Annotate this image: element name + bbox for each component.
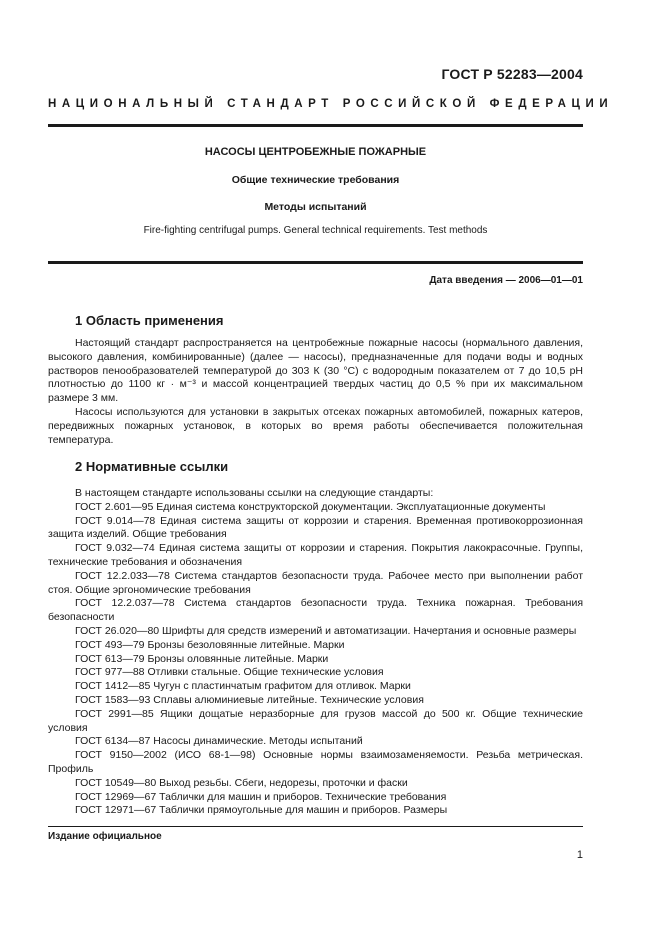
reference-item: ГОСТ 6134—87 Насосы динамические. Методы испытаний	[75, 735, 363, 748]
footer-divider	[48, 826, 583, 827]
title-divider	[48, 261, 583, 264]
reference-item: ГОСТ 12.2.037—78 Система стандартов безопасности труда. Техника пожарная. Требования безопасности	[48, 597, 583, 624]
section-references-body	[48, 487, 583, 818]
document-number: ГОСТ Р 52283—2004	[441, 66, 583, 82]
reference-item: ГОСТ 2991—85 Ящики дощатые неразборные для грузов массой до 500 кг. Общие технические условия	[48, 707, 583, 734]
reference-item: ГОСТ 10549—80 Выход резьбы. Сбеги, недорезы, проточки и фаски	[75, 776, 408, 789]
reference-item: ГОСТ 9.014—78 Единая система защиты от коррозии и старения. Временная противокоррозионная защита изделий. Общие требования	[48, 514, 583, 541]
document-subtitle-1: Общие технические требования	[231, 174, 400, 186]
english-title: Fire-fighting centrifugal pumps. General technical requirements. Test methods	[143, 225, 488, 236]
reference-item: ГОСТ 977—88 Отливки стальные. Общие технические условия	[75, 666, 384, 679]
official-edition-label: Издание официальное	[48, 831, 162, 842]
page-number: 1	[576, 849, 583, 861]
section-heading-scope: 1 Область применения	[75, 313, 224, 328]
reference-item: ГОСТ 2.601—95 Единая система конструкторской документации. Эксплуатационные документы	[75, 500, 546, 513]
reference-item: ГОСТ 9150—2002 (ИСО 68-1—98) Основные нормы взаимозаменяемости. Резьба метрическая. Профиль	[48, 749, 583, 775]
scope-paragraph: Настоящий стандарт распространяется на центробежные пожарные насосы (нормального давления, высокого давления, комбинированные) (далее — насосы), предназначенные для подачи воды и водных растворов пенообразователей температурой до 303 К (30 °С) с водородным показателем от 7 до 10,5 pH плотностью до 1100 кг · м⁻³ и массой концентрацией твердых частиц до 0,5 % при их максимальном размере 3 мм.	[48, 337, 583, 405]
document-title: НАСОСЫ ЦЕНТРОБЕЖНЫЕ ПОЖАРНЫЕ	[204, 146, 427, 158]
scope-paragraph: Насосы используются для установки в закрытых отсеках пожарных автомобилей, пожарных катеров, передвижных пожарных установок, в которых во время работы обеспечивается положительная температура.	[48, 405, 583, 446]
reference-item: ГОСТ 9.032—74 Единая система защиты от коррозии и старения. Покрытия лакокрасочные. Группы, технические требования и обозначения	[48, 542, 583, 568]
section-scope-body	[48, 337, 583, 447]
references-intro: В настоящем стандарте использованы ссылки на следующие стандарты:	[75, 487, 434, 499]
standard-banner: НАЦИОНАЛЬНЫЙ СТАНДАРТ РОССИЙСКОЙ ФЕДЕРАЦИИ	[48, 98, 614, 110]
introduction-date: Дата введения — 2006—01—01	[429, 275, 583, 286]
reference-item: ГОСТ 1412—85 Чугун с пластинчатым графитом для отливок. Марки	[75, 680, 411, 693]
top-divider	[48, 124, 583, 127]
reference-item: ГОСТ 26.020—80 Шрифты для средств измерений и автоматизации. Начертания и основные размеры	[75, 624, 577, 637]
reference-item: ГОСТ 613—79 Бронзы оловянные литейные. Марки	[75, 652, 329, 665]
document-subtitle-2: Методы испытаний	[264, 201, 367, 213]
section-heading-references: 2 Нормативные ссылки	[75, 459, 229, 474]
reference-item: ГОСТ 12971—67 Таблички прямоугольные для машин и приборов. Размеры	[75, 804, 448, 817]
reference-item: ГОСТ 12969—67 Таблички для машин и приборов. Технические требования	[75, 790, 447, 803]
reference-item: ГОСТ 493—79 Бронзы безоловянные литейные. Марки	[75, 638, 345, 651]
reference-item: ГОСТ 12.2.033—78 Система стандартов безопасности труда. Рабочее место при выполнении работ стоя. Общие эргономические требования	[48, 569, 583, 596]
reference-item: ГОСТ 1583—93 Сплавы алюминиевые литейные. Технические условия	[75, 693, 424, 706]
